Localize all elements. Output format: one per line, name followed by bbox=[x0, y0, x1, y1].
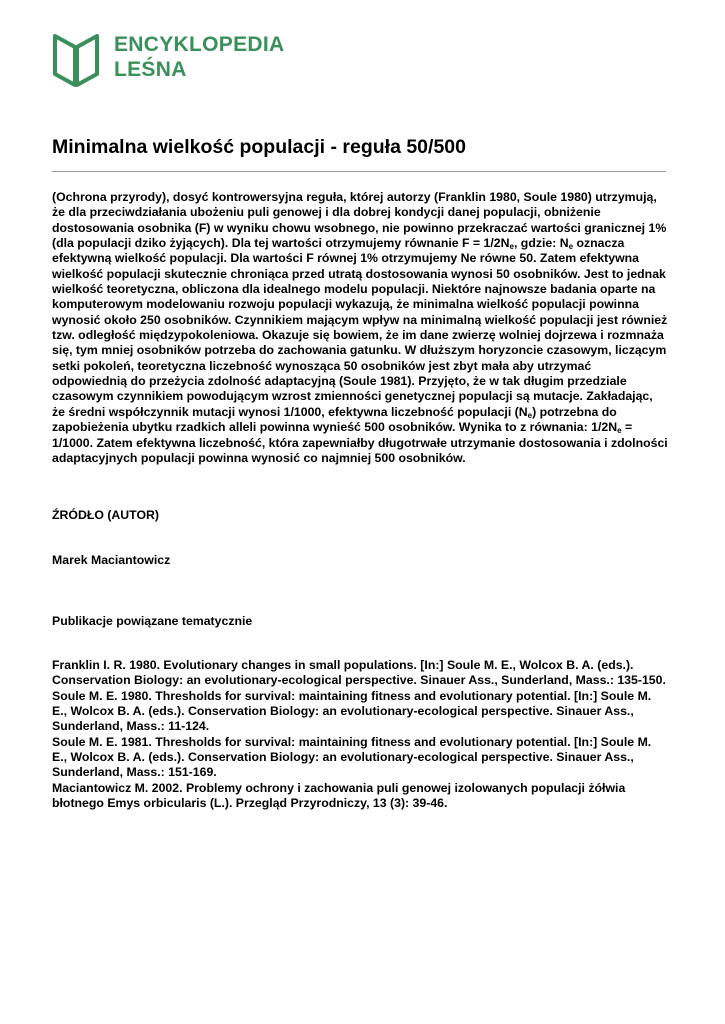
reference-item: Soule M. E. 1981. Thresholds for survival: maintaining fitness and evolutionary potential. [In:] Soule M. E., Wolcox B. A. (eds.). Conservation Biology: an evolutionary-ecological perspective. Sinauer Ass., Sunderland, Mass.: 151-169. bbox=[52, 734, 652, 780]
article-body bbox=[52, 190, 668, 466]
logo-text bbox=[114, 32, 284, 82]
body-text-4: ) potrzebna do zapobieżenia ubytku rzadkich alleli powinna wynieść 500 osobników. Wynika to z równania: 1/2N bbox=[52, 404, 618, 435]
references-list bbox=[52, 658, 668, 811]
logo-line-2: LEŚNA bbox=[114, 58, 187, 81]
reference-item: Franklin I. R. 1980. Evolutionary changes in small populations. [In:] Soule M. E., Wolcox B. A. (eds.). Conservation Biology: an evolutionary-ecological perspective. Sinauer Ass., Sunderland, Mass.: 135-150. bbox=[52, 658, 666, 688]
site-logo[interactable] bbox=[52, 32, 284, 88]
logo-line-1: ENCYKLOPEDIA bbox=[114, 33, 285, 56]
subscript-e: e bbox=[509, 242, 514, 252]
source-label: ŹRÓDŁO (AUTOR) bbox=[52, 508, 160, 522]
subscript-e: e bbox=[568, 242, 574, 252]
body-text-5: = 1/1000. Zatem efektywna liczebność, która zapewniałby długotrwałe utrzymanie dostosowania i zdolności adaptacyjnych populacji powinna wynosić co najmniej 500 osobników. bbox=[52, 420, 668, 465]
author-name: Marek Maciantowicz bbox=[52, 553, 171, 567]
subscript-e: e bbox=[617, 426, 622, 436]
body-text-2: , gdzie: N bbox=[513, 236, 569, 251]
body-text-1: (Ochrona przyrody), dosyć kontrowersyjna reguła, której autorzy (Franklin 1980, Soule 1980) utrzymują, że dla przeciwdziałania ubożeniu puli genowej i dla dobrej kondycji danej populacji, obniżenie dostosowania osobnika (F) w wyniku chowu wsobnego, nie powinno przekraczać wartości granicznej 1% (dla populacji dziko żyjących). Dla tej wartości otrzymujemy równanie F = 1/2N bbox=[52, 190, 667, 251]
subscript-e: e bbox=[527, 410, 533, 420]
page-title: Minimalna wielkość populacji - reguła 50/500 bbox=[52, 136, 466, 158]
open-book-icon bbox=[52, 32, 100, 88]
title-divider bbox=[52, 171, 666, 172]
reference-item: Maciantowicz M. 2002. Problemy ochrony i zachowania puli genowej izolowanych populacji żółwia błotnego Emys orbicularis (L.). Przegląd Przyrodniczy, 13 (3): 39-46. bbox=[52, 780, 626, 811]
body-text-3: oznacza efektywną wielkość populacji. Dla wartości F równej 1% otrzymujemy Ne równe 50. Zatem efektywna wielkość populacji skutecznie chroniąca przed utratą dostosowania wynosi 50 osobników. Jest to jednak wielkość teoretyczna, obliczona dla idealnego modelu populacji. Niektóre najnowsze badania oparte na komputerowym modelowaniu rozwoju populacji wykazują, że minimalna wielkość populacji powinna wynosić około 250 osobników. Czynnikiem mającym wpływ na minimalną wielkość populacji jest również tzw. odległość międzypokoleniowa. Okazuje się bowiem, że im dane zwierzę wolniej dojrzewa i rozmnaża się, tym mniej osobników potrzeba do zachowania gatunku. W dłuższym horyzoncie czasowym, liczącym setki pokoleń, teoretyczna liczebność wynosząca 50 osobników jest zbyt mała aby utrzymać odpowiednią do przeżycia zdolność adaptacyjną (Soule 1981). Przyjęto, że w tak długim przedziale czasowym czynnikiem powodującym wzrost zmienności genetycznej populacji są mutacje. Zakładając, że średni współczynnik mutacji wynosi 1/1000, efektywna liczebność populacji (N bbox=[52, 236, 668, 419]
reference-item: Soule M. E. 1980. Thresholds for survival: maintaining fitness and evolutionary potential. [In:] Soule M. E., Wolcox B. A. (eds.). Conservation Biology: an evolutionary-ecological perspective. Sinauer Ass., Sunderland, Mass.: 11-124. bbox=[52, 688, 652, 734]
related-publications-label: Publikacje powiązane tematycznie bbox=[52, 614, 253, 628]
